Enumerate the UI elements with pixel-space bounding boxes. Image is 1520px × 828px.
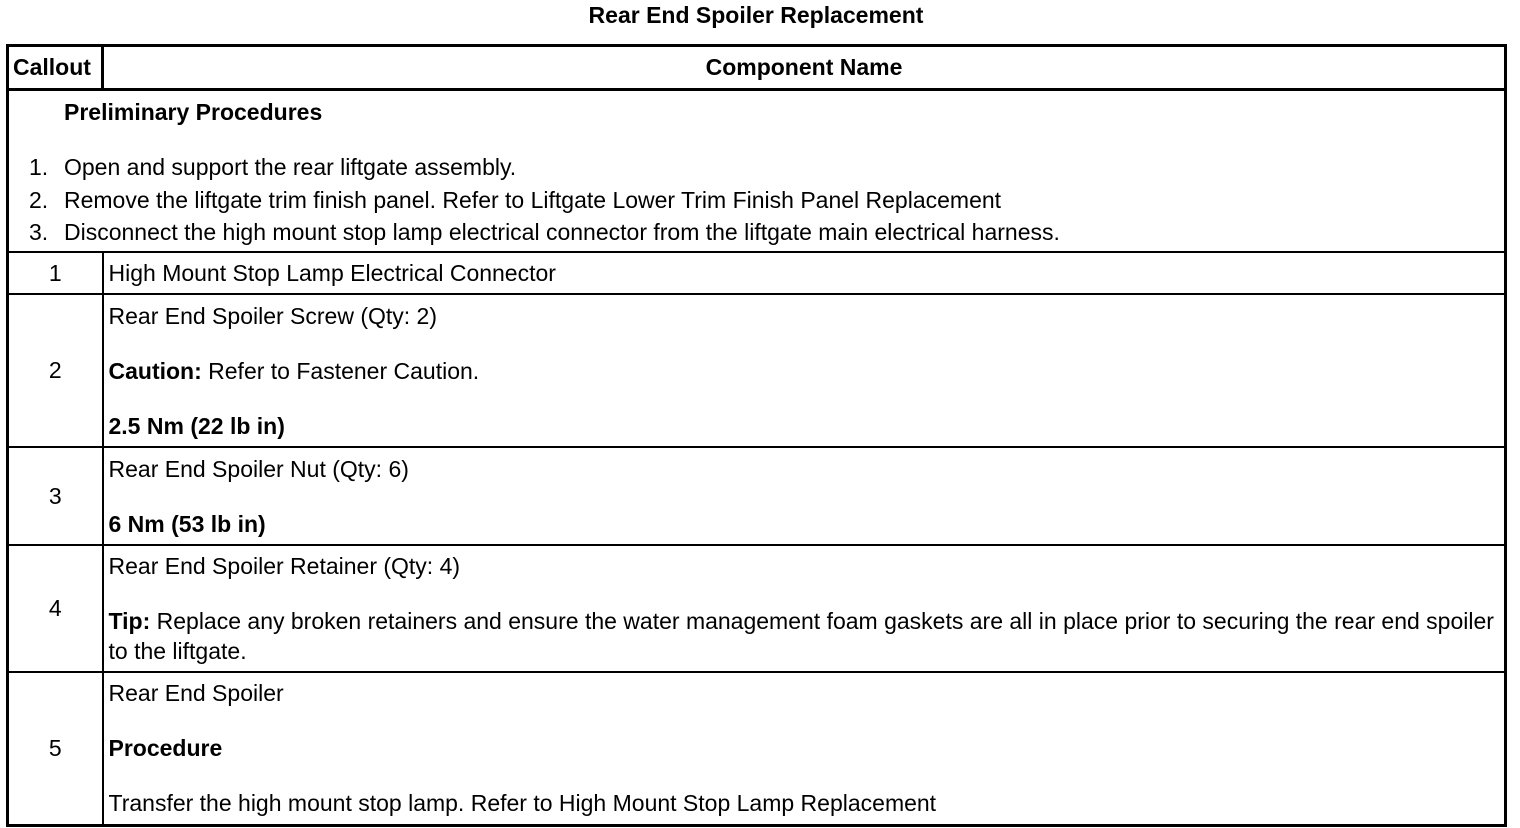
preliminary-step [9,151,1504,184]
caution-text: Refer to Fastener Caution. [201,357,480,384]
preliminary-heading: Preliminary Procedures [64,99,323,125]
preliminary-step [9,216,1504,249]
table-row [8,672,1506,825]
component-name [103,252,1506,294]
table-row [8,545,1506,672]
caution-label: Caution: [108,357,202,384]
component-name [103,545,1506,672]
callout-number: 2 [8,294,103,447]
torque-spec: 6 Nm (53 lb in) [108,510,266,537]
tip-text: Replace any broken retainers and ensure the water management foam gaskets are all in place prior to securing the rear end spoiler to the liftgate. [108,608,1494,664]
procedure-heading: Procedure [108,735,223,762]
header-component-name: Component Name [103,46,1506,90]
table-row [8,252,1506,294]
tip-note [109,606,1497,666]
component-title: Rear End Spoiler [108,680,284,707]
table-row [8,447,1506,545]
procedure-text: Transfer the high mount stop lamp. Refer to High Mount Stop Lamp Replacement [108,790,937,817]
preliminary-row [8,90,1506,253]
procedure-table [6,44,1507,827]
component-title: Rear End Spoiler Retainer (Qty: 4) [108,553,461,579]
table-header-row [8,46,1506,90]
preliminary-procedures [8,90,1506,253]
callout-number: 1 [8,252,103,294]
preliminary-steps [9,151,1504,249]
component-title: High Mount Stop Lamp Electrical Connector [108,260,556,286]
component-name [103,294,1506,447]
callout-number: 5 [8,672,103,825]
step-text: Disconnect the high mount stop lamp electrical connector from the liftgate main electrical harness. [64,219,1060,245]
preliminary-step [9,184,1504,217]
step-text: Open and support the rear liftgate assembly. [64,154,517,180]
component-name [103,672,1506,825]
table-row [8,294,1506,447]
callout-number: 4 [8,545,103,672]
torque-spec: 2.5 Nm (22 lb in) [108,412,285,439]
caution-note [109,356,1497,386]
component-title: Rear End Spoiler Nut (Qty: 6) [108,455,409,482]
page-title: Rear End Spoiler Replacement [588,2,924,28]
callout-number: 3 [8,447,103,545]
step-text: Remove the liftgate trim finish panel. Refer to Liftgate Lower Trim Finish Panel Replacement [64,186,1002,213]
step-number: 2. [29,186,49,213]
component-name [103,447,1506,545]
header-callout: Callout [8,46,103,90]
step-number: 1. [29,154,49,180]
tip-label: Tip: [108,608,151,634]
step-number: 3. [29,219,49,245]
component-title: Rear End Spoiler Screw (Qty: 2) [108,302,438,329]
